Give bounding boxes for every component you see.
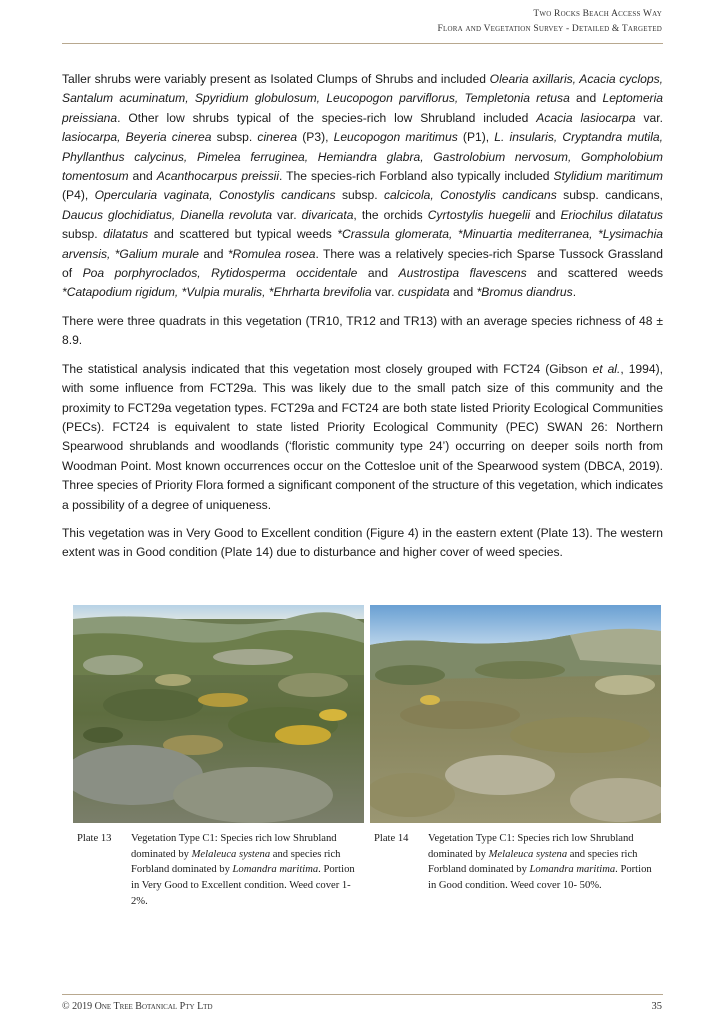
italic-run: Lomandra maritima (529, 864, 616, 876)
text-run: and (449, 285, 477, 300)
text-run: subsp. (335, 188, 384, 203)
italic-run: lasiocarpa, Beyeria cinerea (62, 130, 212, 145)
footer-copyright: © 2019 One Tree Botanical Pty Ltd (62, 1001, 213, 1012)
plate-14-photo (370, 605, 661, 823)
text-run: subsp. candicans, (556, 188, 663, 203)
text-run: and (357, 266, 399, 281)
text-run: (P4), (62, 188, 95, 203)
italic-run: dilatatus (103, 227, 149, 242)
paragraph (62, 70, 663, 303)
italic-run: L. insularis, Cryptandra mutila, Phyllanthus calycinus, Pimelea ferruginea, Hemiandra glabra, Gastrolobium nervosum, Gompholobium tomentosum (62, 130, 663, 184)
text-run: The statistical analysis indicated that this vegetation most closely grouped with FCT24 (Gibson (62, 361, 593, 376)
text-run: and (569, 91, 603, 106)
footer-divider (62, 994, 663, 995)
text-run: , 1994), with some influence from FCT29a. This was likely due to the small patch size of this community and the proximity to FCT29a vegetation types. FCT29a and FCT24 are both state listed Priority Ecological Communities (PECs). FCT24 is equivalent to state listed Priority Ecological Community (PEC) SWAN 26: Northern Spearwood shrublands and woodlands (‘floristic community type 24’) occurring on deeper soils north from Woodman Point. Most known occurrences occur on the Cottesloe unit of the Spearwood system (DBCA, 2019). Three species of Priority Flora formed a significant component of the structure of this vegetation, which indicates a possibility of a degree of uniqueness. (62, 361, 663, 512)
text-run: var. (635, 110, 663, 125)
italic-run: Acanthocarpus preissii (156, 169, 280, 184)
italic-run: Leucopogon maritimus (333, 130, 458, 145)
text-run: Vegetation Type C1: Species rich low Shrubland dominated by (131, 833, 337, 860)
italic-run: cinerea (257, 130, 298, 145)
text-run: and scattered weeds (526, 266, 664, 281)
header-title: Two Rocks Beach Access Way (533, 9, 662, 19)
italic-run: et al. (592, 361, 621, 376)
text-run: and scattered but typical weeds (148, 227, 338, 242)
text-run: There were three quadrats in this vegetation (TR10, TR12 and TR13) with an average species richness of 48 ± 8.9. (62, 313, 663, 348)
paragraph (62, 360, 663, 515)
italic-run: Olearia axillaris, Acacia cyclops, Santalum acuminatum, Spyridium globulosum, Leucopogon parviflorus, Templetonia retusa (62, 72, 663, 106)
text-run: . The species-rich Forbland also typically included (279, 169, 554, 184)
italic-run: Opercularia vaginata, Conostylis candicans (94, 188, 336, 203)
text-run: Vegetation Type C1: Species rich low Shrubland dominated by (428, 833, 634, 860)
page-number: 35 (651, 1001, 662, 1012)
italic-run: calcicola, Conostylis candicans (384, 188, 557, 203)
italic-run: Cyrtostylis huegelii (427, 207, 531, 222)
text-run: var. (371, 285, 398, 300)
text-run: and (128, 169, 157, 184)
text-run: subsp. (62, 227, 104, 242)
text-run: subsp. (211, 130, 258, 145)
text-run: . Other low shrubs typical of the species-rich low Shrubland included (117, 110, 537, 125)
running-header (438, 7, 662, 37)
text-run: , the orchids (353, 207, 428, 222)
text-run: . (572, 285, 577, 300)
text-run: and species rich Forbland dominated by (131, 848, 341, 876)
text-run: This vegetation was in Very Good to Excellent condition (Figure 4) in the eastern extent (Plate 13). The western extent was in Good condition (Plate 14) due to disturbance and higher cover of weed species. (62, 525, 663, 560)
header-divider (62, 43, 663, 44)
italic-run: Lomandra maritima (232, 864, 319, 876)
header-subtitle: Flora and Vegetation Survey - Detailed & Targeted (437, 24, 662, 34)
plate-caption-text (428, 831, 652, 894)
italic-run: Leptomeria preissiana (62, 91, 663, 125)
text-run: . Portion in Good condition. Weed cover 10- 50%. (428, 864, 652, 892)
italic-run: divaricata (301, 207, 354, 222)
italic-run: Stylidium maritimum (553, 169, 663, 184)
text-run: and (199, 246, 228, 261)
text-run: var. (272, 207, 302, 222)
italic-run: Acacia lasiocarpa (536, 110, 636, 125)
text-run: (P1), (457, 130, 495, 145)
italic-run: *Romulea rosea (227, 246, 316, 261)
text-run: and species rich Forbland dominated by (428, 848, 638, 876)
italic-run: *Catapodium rigidum, *Vulpia muralis, *Ehrharta brevifolia (62, 285, 372, 300)
italic-run: cuspidata (397, 285, 450, 300)
plate-caption-text (131, 831, 355, 910)
paragraph (62, 312, 663, 351)
text-run: . Portion in Very Good to Excellent condition. Weed cover 1-2%. (131, 864, 355, 907)
italic-run: Eriochilus dilatatus (560, 207, 663, 222)
italic-run: *Crassula glomerata, *Minuartia mediterranea, *Lysimachia arvensis, *Galium murale (62, 227, 663, 261)
text-run: (P3), (297, 130, 334, 145)
italic-run: Poa porphyroclados, Rytidosperma occidentale (82, 266, 358, 281)
italic-run: Austrostipa flavescens (398, 266, 527, 281)
body-text (62, 70, 663, 572)
text-run: and (530, 207, 561, 222)
italic-run: Daucus glochidiatus, Dianella revoluta (62, 207, 273, 222)
text-run: Taller shrubs were variably present as Isolated Clumps of Shrubs and included (62, 72, 490, 86)
paragraph (62, 524, 663, 563)
plate-13-photo (73, 605, 364, 823)
text-run: . There was a relatively species-rich Sparse Tussock Grassland of (62, 246, 663, 281)
plate-number: Plate 13 (77, 833, 112, 844)
italic-run: Melaleuca systena (191, 848, 271, 860)
plate-number: Plate 14 (374, 833, 409, 844)
italic-run: *Bromus diandrus (476, 285, 573, 300)
italic-run: Melaleuca systena (488, 848, 568, 860)
